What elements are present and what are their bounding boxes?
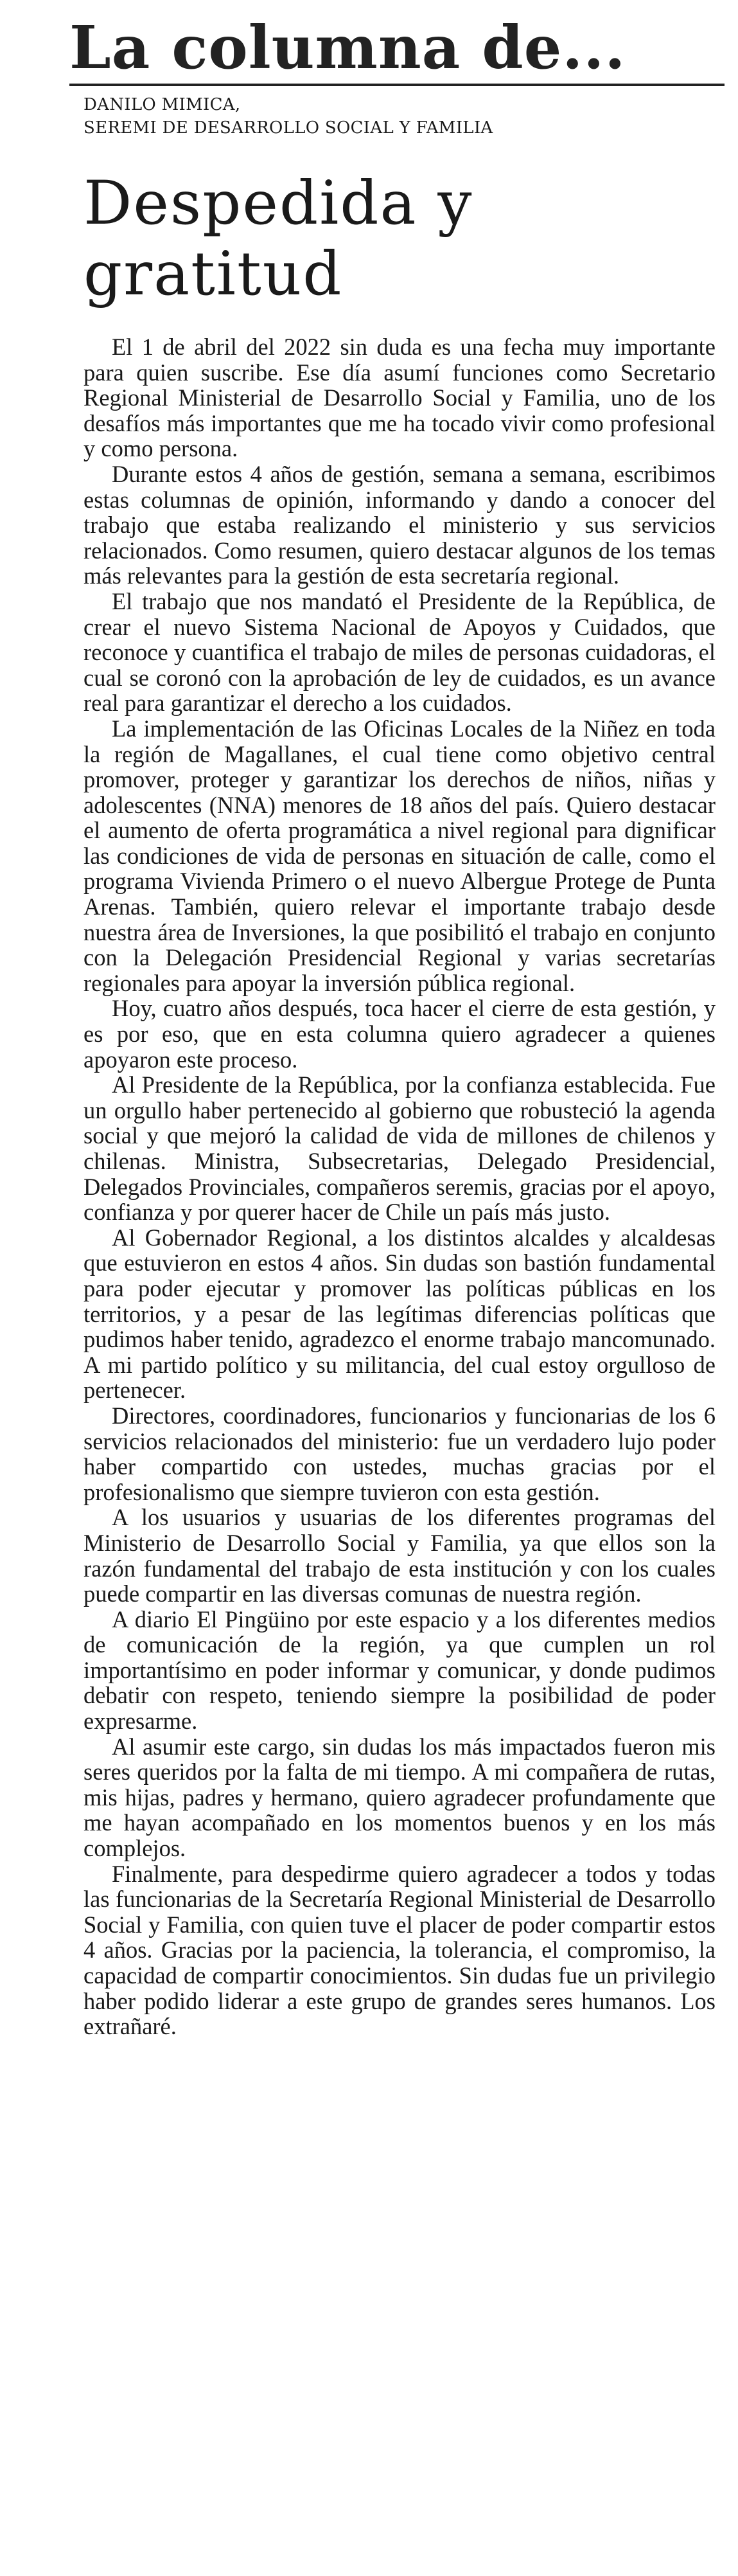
article-body: [83, 334, 716, 2039]
article-headline: Despedida y gratitud: [83, 168, 473, 309]
article-paragraph: Directores, coordinadores, funcionarios y funcionarias de los 6 servicios relacionados del ministerio: fue un verdadero lujo poder haber compartido con ustedes, muchas gracias por el profesionalismo que siempre tuvieron con esta gestión.: [83, 1402, 716, 1505]
article-paragraph: Durante estos 4 años de gestión, semana a semana, escribimos estas columnas de opinión, informando y dando a conocer del trabajo que estaba realizando el ministerio y sus servicios relacionados. Como resumen, quiero destacar algunos de los temas más relevantes para la gestión de esta secretaría regional.: [83, 460, 716, 589]
byline: [83, 93, 493, 139]
article-paragraph: El trabajo que nos mandató el Presidente de la República, de crear el nuevo Sistema Nacional de Apoyos y Cuidados, que reconoce y cuantifica el trabajo de miles de personas cuidadoras, el cual se coronó con la aprobación de ley de cuidados, es un avance real para garantizar el derecho a los cuidados.: [83, 587, 716, 717]
author-name: DANILO MIMICA,: [83, 95, 241, 114]
article-paragraph: El 1 de abril del 2022 sin duda es una fecha muy importante para quien suscribe. Ese día asumí funciones como Secretario Regional Ministerial de Desarrollo Social y Familia, uno de los desafíos más importantes que me ha tocado vivir como profesional y como persona.: [83, 334, 716, 462]
section-title: La columna de...: [69, 13, 626, 82]
section-header: [69, 13, 725, 82]
article-paragraph: Al Presidente de la República, por la confianza establecida. Fue un orgullo haber pertenecido al gobierno que robusteció la agenda social y que mejoró la calidad de vida de millones de chilenos y chilenas. Ministra, Subsecretarias, Delegado Presidencial, Delegados Provinciales, compañeros seremis, gracias por el apoyo, confianza y por querer hacer de Chile un país más justo.: [83, 1071, 716, 1226]
article-paragraph: A los usuarios y usuarias de los diferentes programas del Ministerio de Desarrollo Social y Familia, ya que ellos son la razón fundamental del trabajo de esta institución y con los cuales puede compartir en las diversas comunas de nuestra región.: [83, 1504, 716, 1607]
article-paragraph: Al asumir este cargo, sin dudas los más impactados fueron mis seres queridos por la falta de mi tiempo. A mi compañera de rutas, mis hijas, padres y hermano, quiero agradecer profundamente que me hayan acompañado en los momentos buenos y en los más complejos.: [83, 1733, 716, 1862]
article-paragraph: Hoy, cuatro años después, toca hacer el cierre de esta gestión, y es por eso, que en esta columna quiero agradecer a quienes apoyaron este proceso.: [83, 995, 716, 1073]
article-paragraph: A diario El Pingüino por este espacio y a los diferentes medios de comunicación de la región, ya que cumplen un rol importantísimo en poder informar y comunicar, y donde pudimos debatir con respeto, teniendo siempre la posibilidad de poder expresarme.: [83, 1606, 716, 1735]
header-rule: [69, 84, 725, 86]
author-role: SEREMI DE DESARROLLO SOCIAL Y FAMILIA: [83, 118, 493, 138]
article-paragraph: Finalmente, para despedirme quiero agradecer a todos y todas las funcionarias de la Secretaría Regional Ministerial de Desarrollo Social y Familia, con quien tuve el placer de poder compartir estos 4 años. Gracias por la paciencia, la tolerancia, el compromiso, la capacidad de compartir conocimientos. Sin dudas fue un privilegio haber podido liderar a este grupo de grandes seres humanos. Los extrañaré.: [83, 1860, 716, 2040]
article-paragraph: Al Gobernador Regional, a los distintos alcaldes y alcaldesas que estuvieron en estos 4 años. Sin dudas son bastión fundamental para poder ejecutar y promover las políticas públicas en los territorios, y a pesar de las legítimas diferencias políticas que pudimos haber tenido, agradezco el enorme trabajo mancomunado. A mi partido político y su militancia, del cual estoy orgulloso de pertenecer.: [83, 1224, 716, 1404]
article-paragraph: La implementación de las Oficinas Locales de la Niñez en toda la región de Magallanes, el cual tiene como objetivo central promover, proteger y garantizar los derechos de niños, niñas y adolescentes (NNA) menores de 18 años del país. Quiero destacar el aumento de oferta programática a nivel regional para dignificar las condiciones de vida de personas en situación de calle, como el programa Vivienda Primero o el nuevo Albergue Protege de Punta Arenas. También, quiero relevar el importante trabajo desde nuestra área de Inversiones, la que posibilitó el trabajo en conjunto con la Delegación Presidencial Regional y varias secretarías regionales para apoyar la inversión pública regional.: [83, 715, 716, 996]
